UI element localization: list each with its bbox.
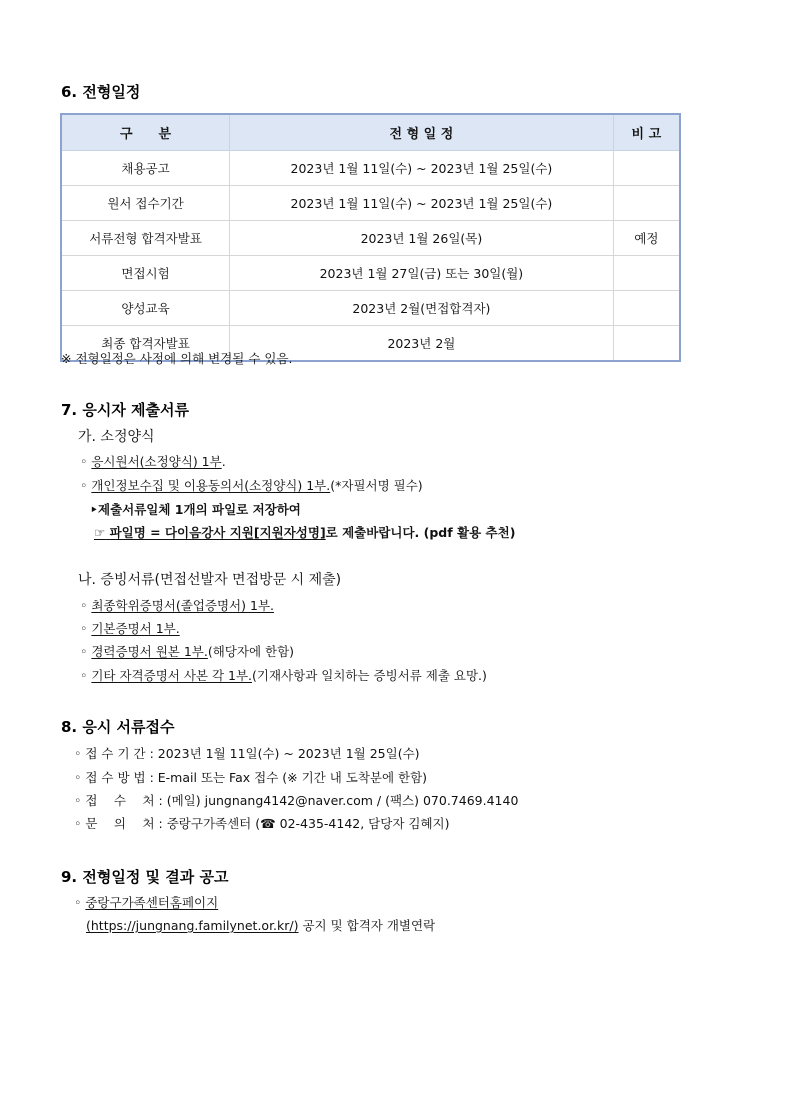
receipt-period-label: 접 수 기 간 [85,746,146,761]
row-note [613,151,679,186]
doc-license-copy: 기타 자격증명서 사본 각 1부. [91,668,253,683]
doc-basic-certificate: 기본증명서 1부. [91,621,180,636]
row-note [613,291,679,326]
center-homepage-link[interactable]: 중랑구가족센터홈페이지 [85,895,219,910]
item-suffix: (해당자에 한함) [207,644,295,659]
bullet: ◦ [80,598,88,613]
filename-applicant: [지원자성명] [253,525,326,540]
row-category: 양성교육 [62,291,230,326]
receipt-place-value: : (메일) jungnang4142@naver.com / (팩스) 070.7469.4140 [158,793,519,808]
row-note [613,186,679,221]
list-item [74,768,427,786]
receipt-method-label: 접 수 방 법 [85,770,146,785]
row-category: 면접시험 [62,256,230,291]
item-suffix: . [221,454,226,469]
bullet: ◦ [74,895,82,910]
item-suffix: (기재사항과 일치하는 증빙서류 제출 요망.) [252,668,487,683]
receipt-period-value: : 2023년 1월 11일(수) ~ 2023년 1월 25일(수) [149,746,420,761]
table-row [62,256,680,291]
bullet: ◦ [80,454,88,469]
bullet: ◦ [74,770,82,785]
section9-title: 9. 전형일정 및 결과 공고 [61,868,229,886]
notice-line-2 [94,523,515,541]
doc-degree-certificate: 최종학위증명서(졸업증명서) 1부. [91,598,274,613]
schedule-footnote: ※ 전형일정은 사정에 의해 변경될 수 있음. [61,351,293,366]
homepage-url-line [86,916,435,934]
table-row [62,186,680,221]
list-item [80,619,180,637]
contact-value: : 중랑구가족센터 (☎ 02-435-4142, 담당자 김혜지) [158,816,450,831]
section8-title: 8. 응시 서류접수 [61,718,175,736]
list-item [80,642,294,660]
doc-career-certificate: 경력증명서 원본 1부. [91,644,208,659]
bullet: ◦ [74,793,82,808]
header-category: 구 분 [62,115,230,151]
doc-application-form: 응시원서(소정양식) 1부 [91,454,222,469]
row-schedule: 2023년 2월 [230,326,614,361]
submit-instruction: 로 제출바랍니다. (pdf 활용 추천) [325,525,516,540]
header-schedule: 전 형 일 정 [230,115,614,151]
row-category: 채용공고 [62,151,230,186]
header-note: 비 고 [613,115,679,151]
subsection-a-title: 가. 소정양식 [78,429,155,445]
announcement-note: 공지 및 합격자 개별연락 [302,918,436,933]
list-item [74,893,218,911]
section7-title: 7. 응시자 제출서류 [61,401,190,419]
doc-privacy-consent: 개인정보수집 및 이용동의서(소정양식) 1부. [91,478,331,493]
row-note [613,256,679,291]
contact-label: 문 의 처 [85,816,155,831]
list-item [80,596,274,614]
bullet: ◦ [74,816,82,831]
notice-line-1: ‣제출서류일체 1개의 파일로 저장하여 [90,502,301,517]
receipt-method-value: : E-mail 또는 Fax 접수 (※ 기간 내 도착분에 한함) [149,770,428,785]
homepage-url-link[interactable]: (https://jungnang.familynet.or.kr/) [86,918,299,933]
list-item [80,666,487,684]
row-schedule: 2023년 1월 27일(금) 또는 30일(월) [230,256,614,291]
list-item [74,791,518,809]
row-schedule: 2023년 2월(면접합격자) [230,291,614,326]
row-note [613,326,679,361]
schedule-table [61,114,680,361]
row-category: 서류전형 합격자발표 [62,221,230,256]
list-item [74,814,449,832]
bullet: ◦ [74,746,82,761]
row-schedule: 2023년 1월 11일(수) ~ 2023년 1월 25일(수) [230,151,614,186]
row-schedule: 2023년 1월 11일(수) ~ 2023년 1월 25일(수) [230,186,614,221]
table-row [62,151,680,186]
row-category: 원서 접수기간 [62,186,230,221]
row-category: 최종 합격자발표 [62,326,230,361]
receipt-place-label: 접 수 처 [85,793,155,808]
subsection-b-title: 나. 증빙서류(면접선발자 면접방문 시 제출) [78,572,342,588]
list-item [80,452,226,470]
bullet: ◦ [80,644,88,659]
schedule-header-row [62,115,680,151]
filename-rule: 파일명 = 다이음강사 지원 [109,525,254,540]
row-schedule: 2023년 1월 26일(목) [230,221,614,256]
bullet: ◦ [80,621,88,636]
row-note: 예정 [613,221,679,256]
list-item [80,476,423,494]
item-suffix: (*자필서명 필수) [330,478,423,493]
bullet: ◦ [80,478,88,493]
section6-title: 6. 전형일정 [61,83,141,101]
table-row [62,291,680,326]
pointing-hand-icon: ☞ [94,525,106,540]
bullet: ◦ [80,668,88,683]
table-row [62,221,680,256]
list-item [74,744,420,762]
